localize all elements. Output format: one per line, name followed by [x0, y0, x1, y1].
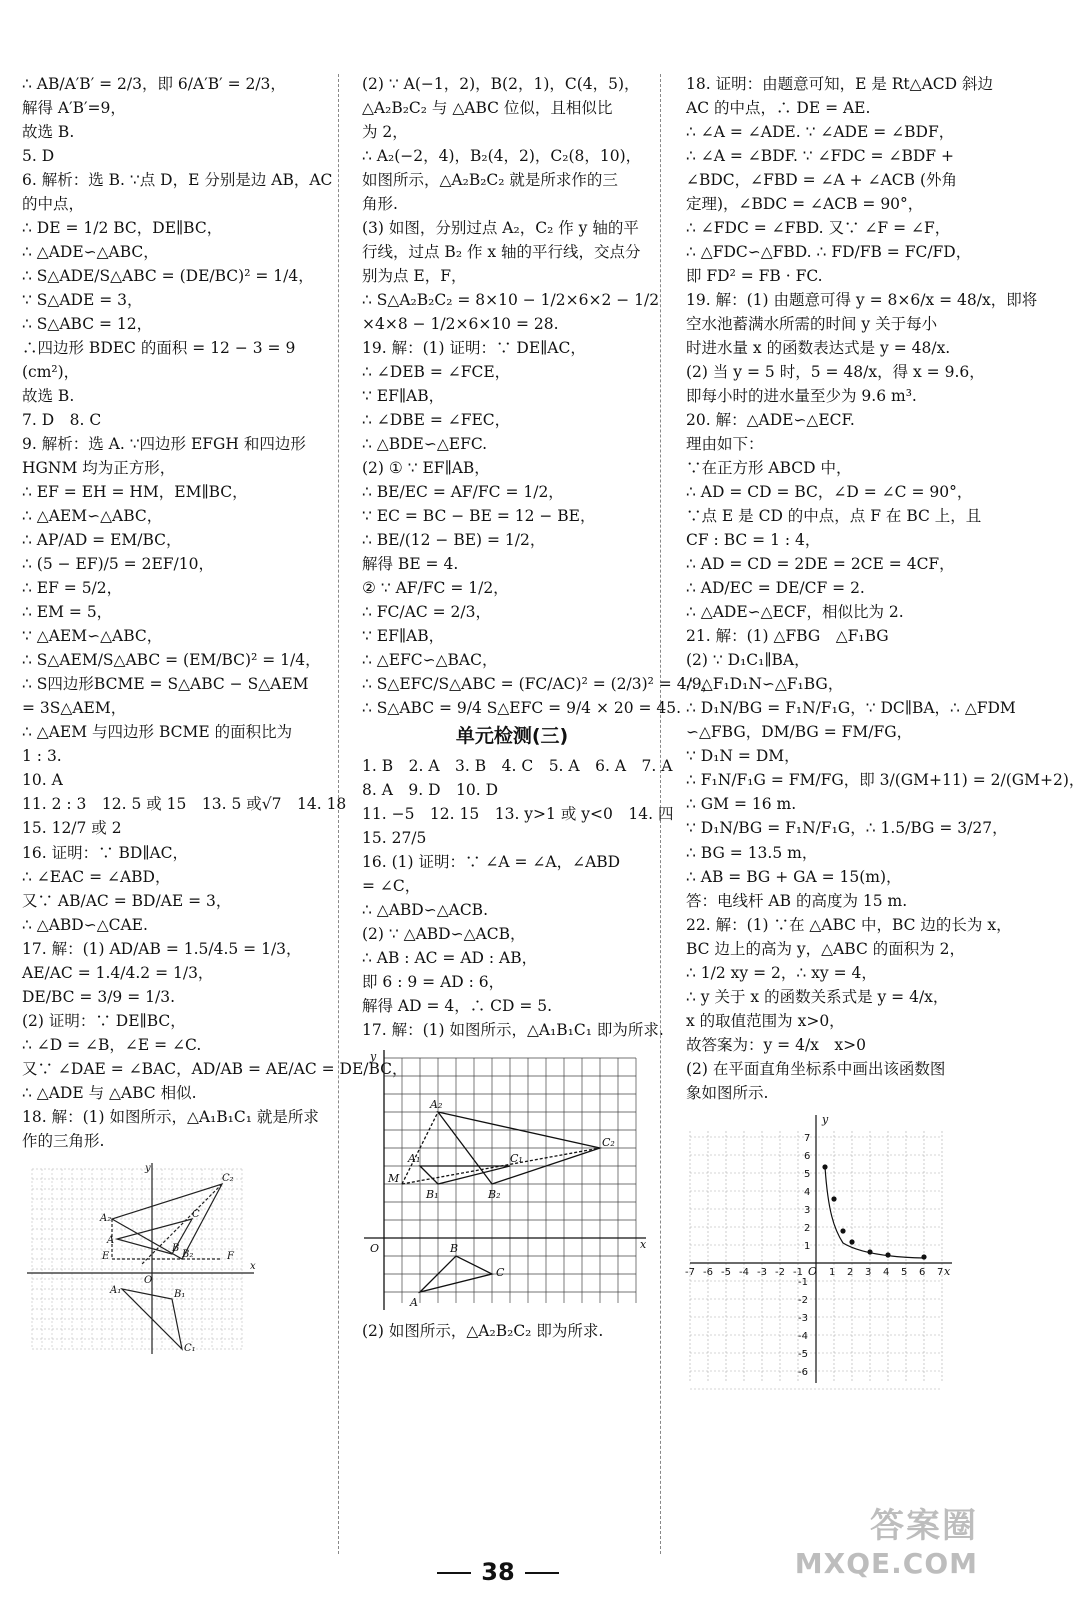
answer-line: AE/AC = 1.4/4.2 = 1/3， [22, 963, 214, 982]
answer-line: 故选 B. [22, 387, 75, 406]
answer-line: ∴ BE/(12 − BE) = 1/2， [362, 531, 546, 550]
x-tick-label: -7 [685, 1266, 695, 1278]
answer-line: 故选 B. [22, 123, 75, 142]
answer-line: 9. 解析：选 A. ∵四边形 EFGH 和四边形 [22, 435, 306, 454]
answer-line: ∴ △ABD∽△ACB. [362, 900, 488, 919]
fig-label: F [227, 1250, 234, 1262]
answer-line: ∴ △FDC∽△FBD. ∴ FD/FB = FC/FD， [686, 243, 972, 262]
answer-line: ∴ EF = 5/2， [22, 579, 123, 598]
answer-line: ∴ 1/2 xy = 2，∴ xy = 4， [686, 963, 877, 982]
answer-line: 18. 解：(1) 如图所示，△A₁B₁C₁ 就是所求 [22, 1107, 319, 1126]
answer-line: 的中点， [22, 195, 85, 214]
answer-line: ∴ ∠DBE = ∠FEC， [362, 411, 511, 430]
x-tick-label: -4 [739, 1266, 749, 1278]
fig-label: B₂ [182, 1248, 194, 1260]
fig-label: B₂ [488, 1188, 501, 1202]
graph-point [921, 1254, 926, 1259]
answer-line: ∴ S△A₂B₂C₂ = 8×10 − 1/2×6×2 − 1/2 [362, 291, 660, 310]
fig-label: x [944, 1264, 951, 1278]
answer-line: ∴ DE = 1/2 BC，DE∥BC， [22, 219, 223, 238]
answer-column-3 [685, 72, 1084, 1392]
answer-line: 15. 27/5 [362, 828, 427, 847]
answer-line: ② ∵ AF/FC = 1/2， [362, 579, 509, 598]
answer-line: 解得 A′B′=9， [22, 99, 126, 118]
fig-label: B [450, 1242, 459, 1256]
answer-line: ∴ △AEM∽△ABC， [22, 507, 163, 526]
answer-line: ∵ EC = BC − BE = 12 − BE， [362, 507, 596, 526]
answer-line: ∴ AB : AC = AD : AB， [362, 948, 538, 967]
y-tick-label: 3 [804, 1204, 811, 1216]
answer-line: ∴ S△EFC/S△ABC = (FC/AC)² = (2/3)² = 4/9， [362, 675, 718, 694]
answer-line: (2) 当 y = 5 时，5 = 48/x，得 x = 9.6， [686, 363, 985, 382]
answer-line: 11. 2 : 3 12. 5 或 15 13. 5 或√7 14. 18 [22, 795, 347, 814]
x-tick-label: 4 [883, 1266, 890, 1278]
answer-line: ∵点 E 是 CD 的中点，点 F 在 BC 上，且 [686, 507, 982, 526]
answer-line: 19. 解：(1) 证明：∵ DE∥AC， [362, 339, 586, 358]
answer-line: ∴ △BDE∽△EFC. [362, 435, 488, 454]
y-tick-label: 4 [804, 1186, 811, 1198]
answer-line: 空水池蓄满水所需的时间 y 关于每小 [686, 315, 938, 334]
fig-label: O [808, 1264, 818, 1278]
x-tick-label: -1 [793, 1266, 803, 1278]
x-tick-label: -5 [721, 1266, 731, 1278]
y-tick-label: -5 [798, 1348, 808, 1360]
fig-label: C₁ [184, 1342, 196, 1354]
fig-label: O [370, 1242, 380, 1256]
answer-line: 别为点 E，F， [362, 267, 467, 286]
answer-line: ∵ EF∥AB， [362, 387, 445, 406]
x-tick-label: -3 [757, 1266, 767, 1278]
answer-line: (2) 在平面直角坐标系中画出该函数图 [686, 1059, 946, 1078]
answer-line: 如图所示，△A₂B₂C₂ 就是所求作的三 [362, 171, 618, 190]
answer-line: ∵在正方形 ABCD 中， [686, 459, 852, 478]
answer-line: = ∠C， [362, 876, 421, 895]
answer-line: AC 的中点，∴ DE = AE. [686, 99, 871, 118]
y-tick-label: -1 [798, 1276, 808, 1288]
figure-coordinate-grid-2 [362, 1048, 662, 1313]
graph-point [885, 1252, 890, 1257]
answer-line: ∴ S△ADE/S△ABC = (DE/BC)² = 1/4， [22, 267, 314, 286]
fig-label: A [107, 1234, 115, 1246]
answer-line: 20. 解：△ADE∽△ECF. [686, 411, 855, 430]
answer-line: (cm²)， [22, 363, 80, 382]
answer-line: 19. 解：(1) 由题意可得 y = 8×6/x = 48/x，即将 [686, 291, 1038, 310]
answer-line: 定理)，∠BDC = ∠ACB = 90°， [686, 195, 924, 214]
fig-label: C₁ [510, 1152, 523, 1166]
answer-line: ∴四边形 BDEC 的面积 = 12 − 3 = 9 [22, 339, 296, 358]
answer-line: 解得 BE = 4. [362, 555, 459, 574]
fig-label: B₁ [174, 1288, 186, 1300]
answer-line: (2) ∵ △ABD∽△ACB， [362, 924, 526, 943]
answer-line: ∴ AB/A′B′ = 2/3，即 6/A′B′ = 2/3， [22, 75, 286, 93]
answer-line: 17. 解：(1) 如图所示，△A₁B₁C₁ 即为所求. [362, 1021, 664, 1040]
fig-label: O [144, 1274, 153, 1286]
answer-line: ∴ △EFC∽△BAC， [362, 651, 498, 670]
answer-line: ∴ ∠A = ∠ADE. ∵ ∠ADE = ∠BDF， [686, 123, 955, 142]
answer-line: = 3S△AEM， [22, 699, 127, 718]
answer-line: ∴ △F₁D₁N∽△F₁BG， [686, 675, 844, 694]
answer-line: 10. A [22, 771, 63, 790]
fig-label: y [370, 1050, 377, 1064]
fig-label: M [388, 1172, 400, 1186]
answer-line: △A₂B₂C₂ 与 △ABC 位似，且相似比 [362, 99, 613, 118]
fig-label: B₁ [426, 1188, 439, 1202]
answer-line: 故答案为：y = 4/x x>0 [686, 1035, 867, 1054]
fig-label: y [145, 1162, 151, 1174]
x-tick-label: -6 [703, 1266, 713, 1278]
answer-line: ∴ BE/EC = AF/FC = 1/2， [362, 483, 564, 502]
answer-line: ∴ △ADE∽△ABC， [22, 243, 159, 262]
answer-line: ∠BDC，∠FBD = ∠A + ∠ACB (外角 [686, 171, 957, 190]
answer-line: (2) ① ∵ EF∥AB， [362, 459, 490, 478]
answer-line: 又∵ AB/AC = BD/AE = 3， [22, 891, 232, 910]
answer-line: 为 2， [362, 123, 408, 142]
figure-coordinate-grid-1 [22, 1159, 322, 1354]
answer-line: ∴ BG = 13.5 m， [686, 843, 818, 862]
answer-line: ∴ ∠D = ∠B，∠E = ∠C. [22, 1035, 202, 1054]
answer-line: ∴ EF = EH = HM，EM∥BC， [22, 483, 248, 502]
fig-label: A₁ [408, 1152, 421, 1166]
answer-line: ∴ S四边形BCME = S△ABC − S△AEM [22, 675, 309, 694]
answer-line: ∽△FBG，DM/BG = FM/FG， [686, 723, 913, 742]
fig-label: y [822, 1112, 829, 1126]
answer-line: 15. 12/7 或 2 [22, 819, 122, 838]
answer-line: ∴ S△ABC = 9/4 S△EFC = 9/4 × 20 = 45. [362, 699, 682, 718]
answer-line: ∴ AP/AD = EM/BC， [22, 531, 182, 550]
answer-line: 时进水量 x 的函数表达式是 y = 48/x. [686, 339, 951, 358]
answer-line: (2) 证明：∵ DE∥BC， [22, 1011, 186, 1030]
x-tick-label: -2 [775, 1266, 785, 1278]
answer-line: ∴ AD = CD = BC，∠D = ∠C = 90°， [686, 483, 973, 502]
graph-point [831, 1196, 836, 1201]
answer-line: 作的三角形. [22, 1131, 105, 1150]
answer-line: (2) ∵ D₁C₁∥BA， [686, 651, 810, 670]
answer-line: (2) 如图所示，△A₂B₂C₂ 即为所求. [362, 1322, 604, 1341]
answer-line: 16. (1) 证明：∵ ∠A = ∠A，∠ABD [362, 852, 621, 871]
answer-line: ∴ AD = CD = 2DE = 2CE = 4CF， [686, 555, 955, 574]
answer-line: ∴ △ABD∽△CAE. [22, 915, 148, 934]
column-divider [338, 74, 339, 1554]
answer-line: 象如图所示. [686, 1083, 769, 1102]
answer-line: (2) ∵ A(−1，2)，B(2，1)，C(4，5)， [362, 75, 640, 93]
answer-line: 解得 AD = 4，∴ CD = 5. [362, 997, 553, 1016]
answer-lines [686, 72, 1084, 1105]
answer-line: ∴ FC/AC = 2/3， [362, 603, 491, 622]
answer-line: HGNM 均为正方形， [22, 459, 176, 478]
fig-label: E [102, 1250, 110, 1262]
answer-line: ∴ D₁N/BG = F₁N/F₁G，∵ DC∥BA，∴ △FDM [686, 699, 1016, 718]
y-tick-label: 5 [804, 1168, 811, 1180]
page-number: 38 [0, 1558, 996, 1586]
answer-line: DE/BC = 3/9 = 1/3. [22, 987, 176, 1006]
answer-line: ∴ AB = BG + GA = 15(m)， [686, 867, 902, 886]
x-tick-label: 5 [901, 1266, 908, 1278]
answer-line: ∴ ∠DEB = ∠FCE， [362, 363, 511, 382]
answer-line: 5. D [22, 147, 55, 166]
y-tick-label: -2 [798, 1294, 808, 1306]
fig-label: A₂ [100, 1212, 112, 1224]
answer-column-2 [362, 72, 718, 1343]
fig-label: C₂ [222, 1172, 234, 1184]
answer-line: ∴ △ADE∽△ECF，相似比为 2. [686, 603, 904, 622]
answer-line: 16. 证明：∵ BD∥AC， [22, 843, 189, 862]
answer-line: 1. B 2. A 3. B 4. C 5. A 6. A 7. A [362, 756, 673, 775]
answer-line: ∴ △ADE 与 △ABC 相似. [22, 1083, 197, 1102]
answer-line: 18. 证明：由题意可知，E 是 Rt△ACD 斜边 [686, 75, 993, 93]
fig-label: A [410, 1296, 418, 1310]
answer-line: ∵ D₁N/BG = F₁N/F₁G，∴ 1.5/BG = 3/27， [686, 819, 1008, 838]
answer-line: 7. D 8. C [22, 411, 102, 430]
section-heading: 单元检测(三) [455, 725, 569, 748]
fig-label: C [496, 1266, 505, 1280]
graph-point [867, 1249, 872, 1254]
y-tick-label: -4 [798, 1330, 808, 1342]
answer-line: ∴ S△AEM/S△ABC = (EM/BC)² = 1/4， [22, 651, 321, 670]
answer-line: 又∵ ∠DAE = ∠BAC，AD/AB = AE/AC = DE/BC， [22, 1059, 408, 1078]
x-tick-label: 7 [937, 1266, 944, 1278]
answer-line: 答：电线杆 AB 的高度为 15 m. [686, 891, 908, 910]
answer-line: ∴ AD/EC = DE/CF = 2. [686, 579, 865, 598]
answer-line: ∴ S△ABC = 12， [22, 315, 153, 334]
answer-line: ∵ EF∥AB， [362, 627, 445, 646]
answer-line: ∴ ∠FDC = ∠FBD. 又∵ ∠F = ∠F， [686, 219, 951, 238]
answer-line: ∵ S△ADE = 3， [22, 291, 143, 310]
answer-line: ∴ F₁N/F₁G = FM/FG，即 3/(GM+11) = 2/(GM+2)， [686, 771, 1084, 790]
y-tick-label: 6 [804, 1150, 811, 1162]
answer-line: 行线，过点 B₂ 作 x 轴的平行线，交点分 [362, 243, 641, 262]
answer-line: ∴ ∠EAC = ∠ABD， [22, 867, 171, 886]
answer-line: 11. −5 12. 15 13. y>1 或 y<0 14. 四 [362, 804, 674, 823]
x-tick-label: 2 [847, 1266, 854, 1278]
answer-line: 17. 解：(1) AD/AB = 1.5/4.5 = 1/3， [22, 939, 302, 958]
answer-line: ×4×8 − 1/2×6×10 = 28. [362, 315, 559, 334]
answer-line: ∴ (5 − EF)/5 = 2EF/10， [22, 555, 214, 574]
answer-line: CF : BC = 1 : 4， [686, 531, 821, 550]
fig-label: C [192, 1208, 200, 1220]
answer-line: ∵ △AEM∽△ABC， [22, 627, 163, 646]
figure-function-graph [686, 1111, 981, 1386]
y-tick-label: 2 [804, 1222, 811, 1234]
watermark: 答案圈 MXQE.COM [794, 1506, 978, 1580]
answer-line: 6. 解析：选 B. ∵点 D，E 分别是边 AB，AC [22, 171, 333, 190]
graph-point [822, 1164, 827, 1169]
answer-line: BC 边上的高为 y，△ABC 的面积为 2， [686, 939, 966, 958]
y-tick-label: -3 [798, 1312, 808, 1324]
answer-line: 即 FD² = FB · FC. [686, 267, 823, 286]
graph-point [849, 1239, 854, 1244]
answer-line: ∴ GM = 16 m. [686, 795, 797, 814]
answer-lines [362, 72, 718, 720]
x-tick-label: 3 [865, 1266, 872, 1278]
triangle-a2b2c2 [112, 1184, 222, 1259]
graph-point [840, 1228, 845, 1233]
x-tick-label: 1 [829, 1266, 836, 1278]
x-tick-label: 6 [919, 1266, 926, 1278]
answer-line: 1 : 3. [22, 747, 62, 766]
answer-line: 角形. [362, 195, 398, 214]
answer-line: 即每小时的进水量至少为 9.6 m³. [686, 387, 917, 406]
answer-line: 21. 解：(1) △FBG △F₁BG [686, 627, 889, 646]
y-tick-label: -6 [798, 1366, 808, 1378]
fig-label: x [640, 1238, 647, 1252]
answer-line: 22. 解：(1) ∵在 △ABC 中，BC 边的长为 x， [686, 915, 1012, 934]
answer-line: 8. A 9. D 10. D [362, 780, 499, 799]
answer-line: 理由如下： [686, 435, 764, 454]
answer-line: x 的取值范围为 x>0， [686, 1011, 845, 1030]
answer-line: ∴ EM = 5， [22, 603, 113, 622]
fig-label: B [172, 1242, 180, 1254]
answer-line: ∴ A₂(−2，4)，B₂(4，2)，C₂(8，10)， [362, 147, 642, 166]
answer-line: ∴ y 关于 x 的函数关系式是 y = 4/x， [686, 987, 949, 1006]
answer-line: 即 6 : 9 = AD : 6， [362, 973, 505, 991]
answer-line: (3) 如图，分别过点 A₂，C₂ 作 y 轴的平 [362, 219, 639, 238]
fig-label: A₁ [110, 1284, 122, 1296]
answer-line: ∴ △AEM 与四边形 BCME 的面积比为 [22, 723, 293, 742]
y-tick-label: 7 [804, 1132, 811, 1144]
hyperbola-curve [825, 1167, 924, 1258]
answer-line: ∴ ∠A = ∠BDF. ∵ ∠FDC = ∠BDF + [686, 147, 954, 166]
answer-line: ∵ D₁N = DM， [686, 747, 800, 766]
fig-label: C₂ [602, 1136, 615, 1150]
fig-label: x [250, 1260, 256, 1272]
answer-lines [362, 754, 674, 1042]
y-tick-label: 1 [804, 1240, 811, 1252]
fig-label: A₂ [430, 1098, 443, 1112]
